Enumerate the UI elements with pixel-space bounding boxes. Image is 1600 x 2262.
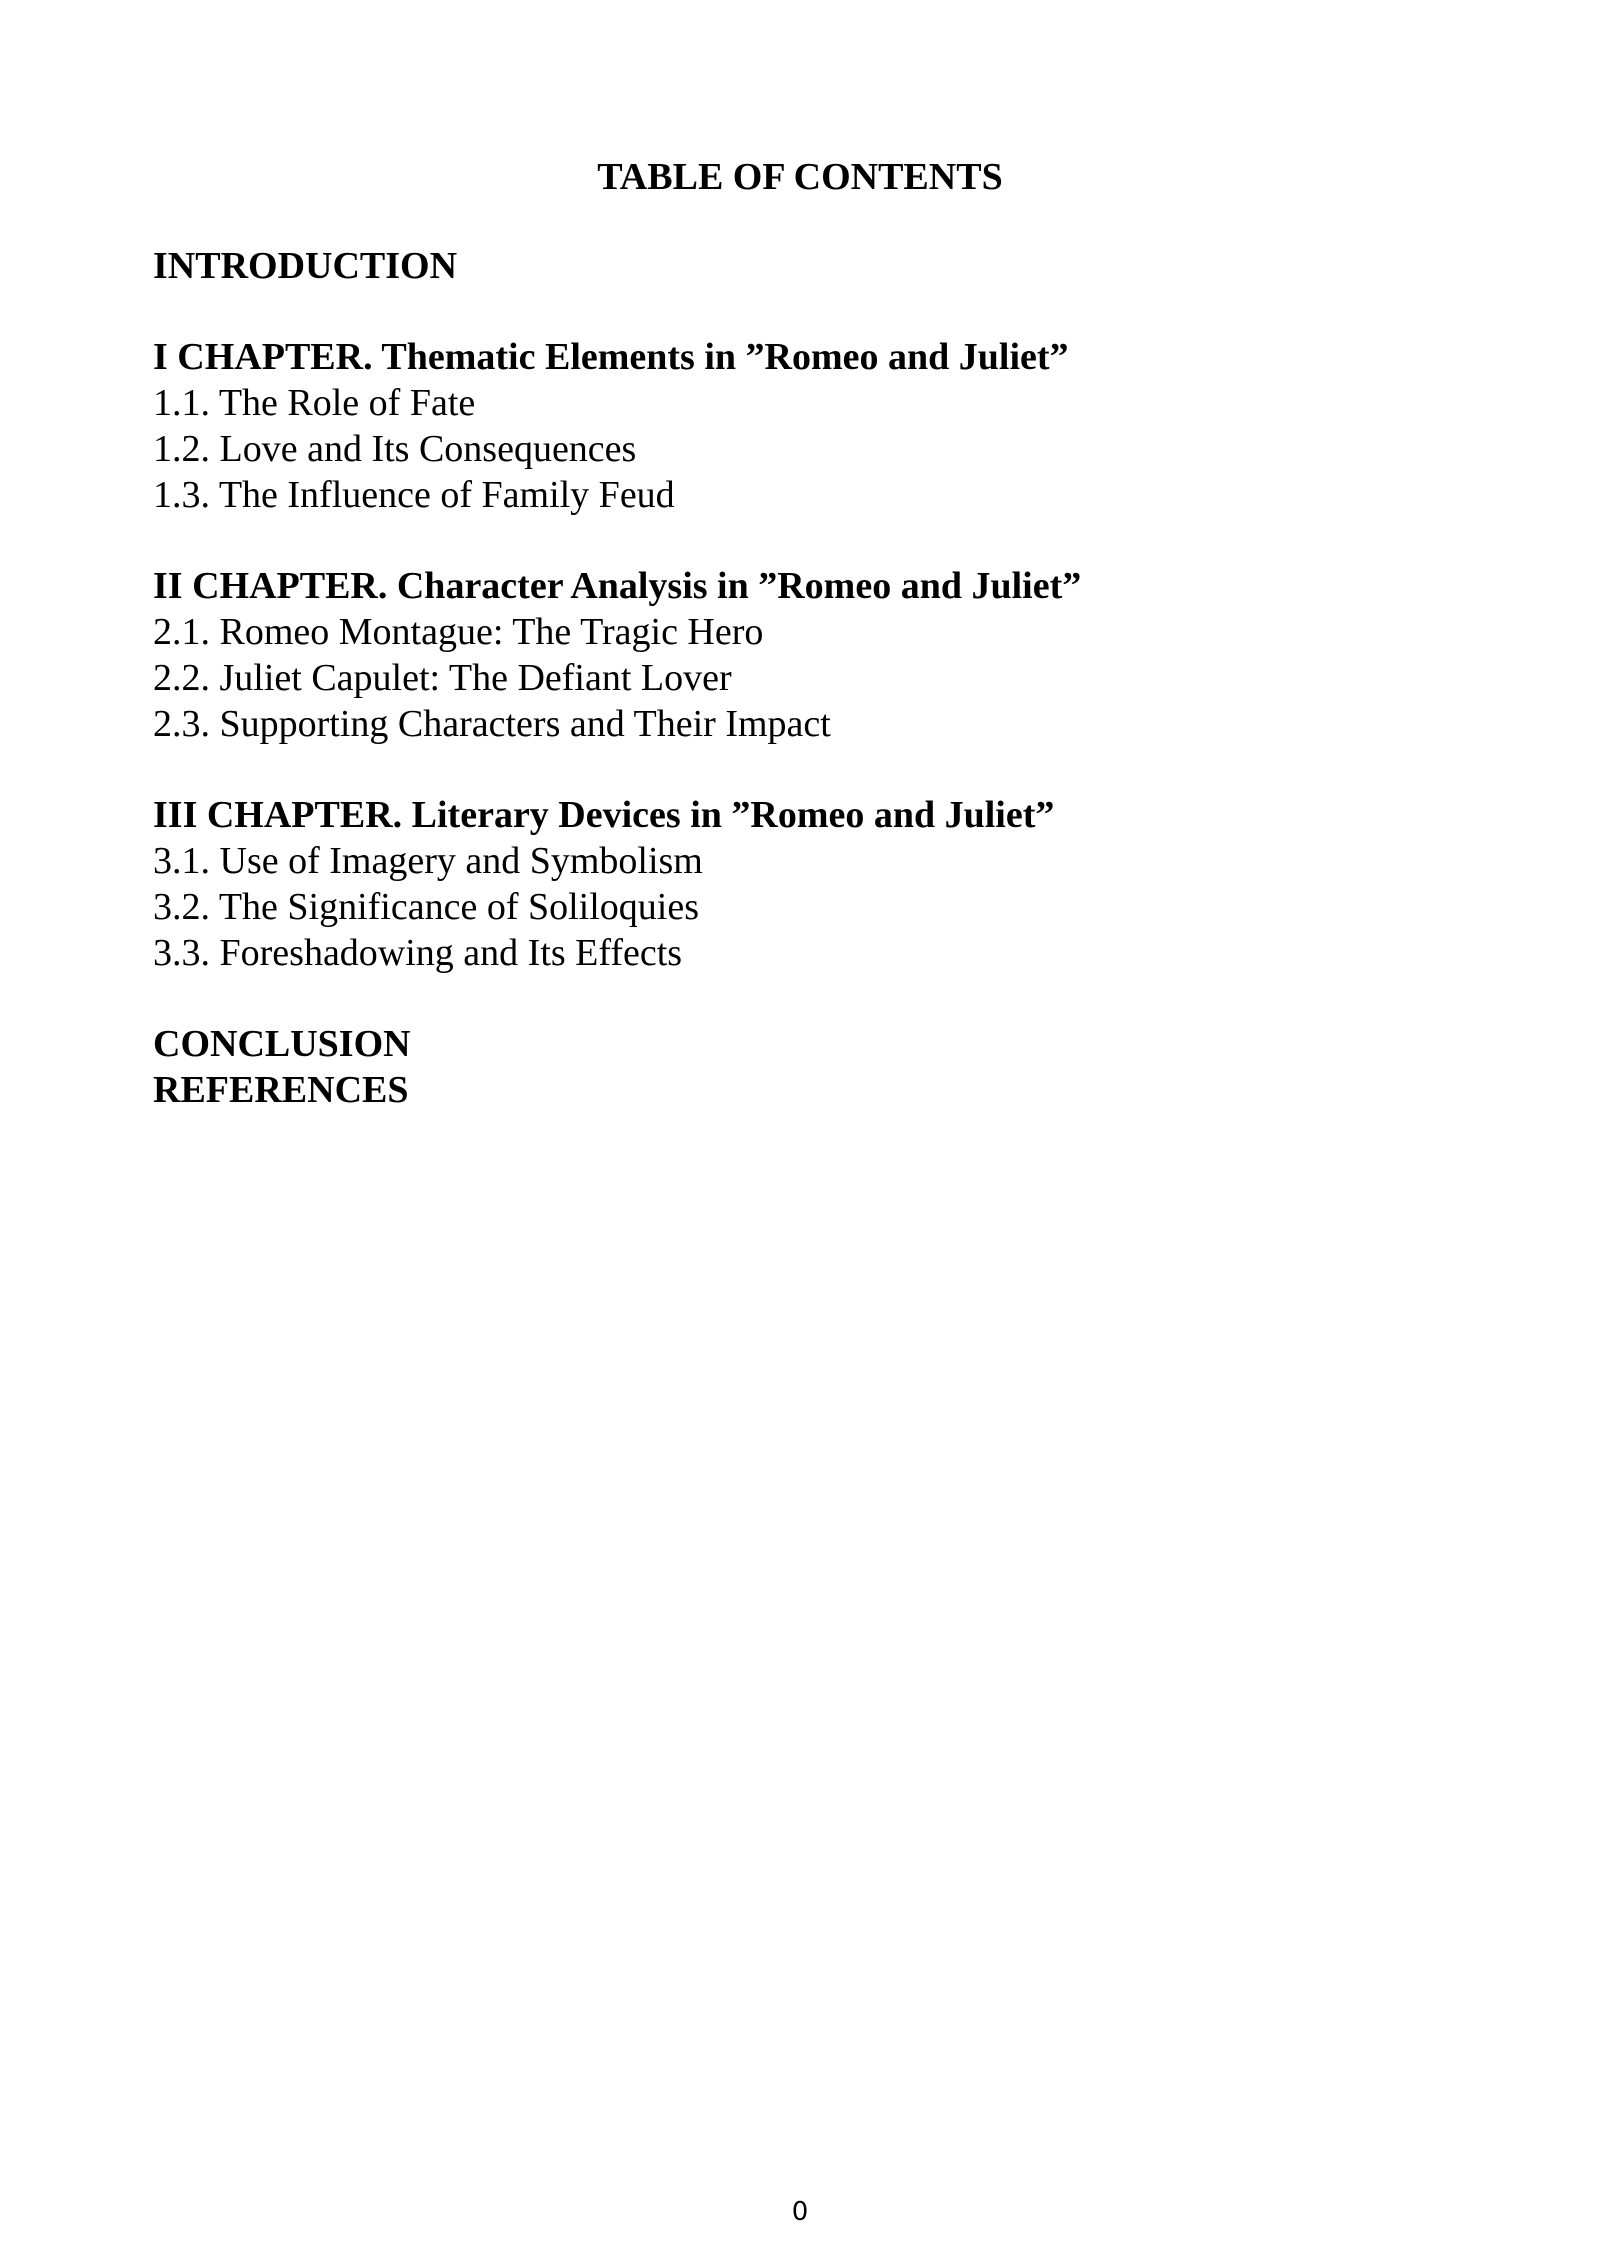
toc-item: 1.2. Love and Its Consequences <box>153 428 637 470</box>
toc-item: 1.1. The Role of Fate <box>153 382 476 424</box>
toc-heading-introduction: INTRODUCTION <box>153 245 458 287</box>
page-title: TABLE OF CONTENTS <box>597 156 1003 198</box>
toc-item: 2.2. Juliet Capulet: The Defiant Lover <box>153 657 732 699</box>
toc-heading-references: REFERENCES <box>153 1069 409 1111</box>
toc-heading-conclusion: CONCLUSION <box>153 1023 411 1065</box>
toc-item: 1.3. The Influence of Family Feud <box>153 474 675 516</box>
toc-item: 3.1. Use of Imagery and Symbolism <box>153 840 703 882</box>
toc-item: 2.1. Romeo Montague: The Tragic Hero <box>153 611 764 653</box>
toc-item: 3.2. The Significance of Soliloquies <box>153 886 699 928</box>
toc-item: 3.3. Foreshadowing and Its Effects <box>153 932 683 974</box>
toc-chapter-3-heading: III CHAPTER. Literary Devices in ”Romeo and Juliet” <box>153 794 1055 836</box>
toc-chapter-2-heading: II CHAPTER. Character Analysis in ”Romeo and Juliet” <box>153 565 1082 607</box>
toc-chapter-1-heading: I CHAPTER. Thematic Elements in ”Romeo and Juliet” <box>153 336 1069 378</box>
page-number: 0 <box>791 2197 809 2227</box>
toc-item: 2.3. Supporting Characters and Their Impact <box>153 703 831 745</box>
